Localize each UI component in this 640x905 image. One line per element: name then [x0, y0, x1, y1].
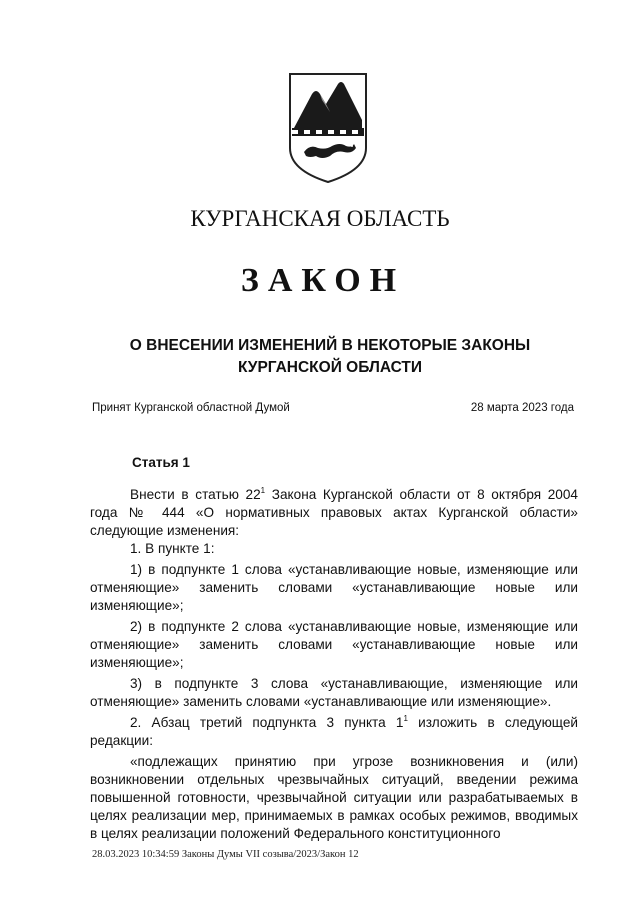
article-intro: Внести в статью $22^1$ Закона Курганской области от 8 октября 2004 года № 444 «О нормативных правовых актах Курганской области» следующие изменения:	[90, 486, 578, 538]
item-1-subitem-3: 3) в подпункте 3 слова «устанавливающие, изменяющие или отменяющие» заменить словами «устанавливающие или изменяющие».	[90, 676, 578, 709]
item-1-title: 1. В пункте 1:	[130, 541, 215, 556]
subject-line-2: КУРГАНСКОЙ ОБЛАСТИ	[237, 359, 423, 376]
item-1-subitem-2: 2) в подпункте 2 слова «устанавливающие новые, изменяющие или отменяющие» заменить словами «устанавливающие новые или изменяющие»;	[90, 619, 578, 670]
law-subject	[80, 335, 580, 379]
adoption-date: 28 марта 2023 года	[470, 402, 574, 414]
coat-of-arms-emblem	[286, 70, 370, 188]
region-title: КУРГАНСКАЯ ОБЛАСТЬ	[190, 206, 450, 231]
adopted-by: Принят Курганской областной Думой	[92, 402, 290, 414]
subject-line-1: О ВНЕСЕНИИ ИЗМЕНЕНИЙ В НЕКОТОРЫЕ ЗАКОНЫ	[129, 337, 531, 354]
article-body	[90, 486, 578, 843]
item-1-subitem-1: 1) в подпункте 1 слова «устанавливающие новые, изменяющие или отменяющие» заменить словами «устанавливающие новые или изменяющие»;	[90, 562, 578, 613]
document-type: ЗАКОН	[240, 262, 406, 299]
quoted-text: «подлежащих принятию при угрозе возникновения и (или) возникновении отдельных чрезвычайных ситуаций, введении режима повышенной готовности, чрезвычайной ситуации или разрабатываемых в целях реализации мер, принимаемых в рамках особых режимов, вводимых в целях реализации положений Федерального конституционного	[90, 754, 578, 841]
article-title: Статья 1	[132, 455, 190, 470]
footer-stamp: 28.03.2023 10:34:59 Законы Думы VII созыва/2023/Закон 12	[92, 849, 359, 860]
marten-eye	[351, 145, 353, 147]
item-2: 2. Абзац третий подпункта 3 пункта $1^1$ изложить в следующей редакции:	[90, 714, 578, 748]
